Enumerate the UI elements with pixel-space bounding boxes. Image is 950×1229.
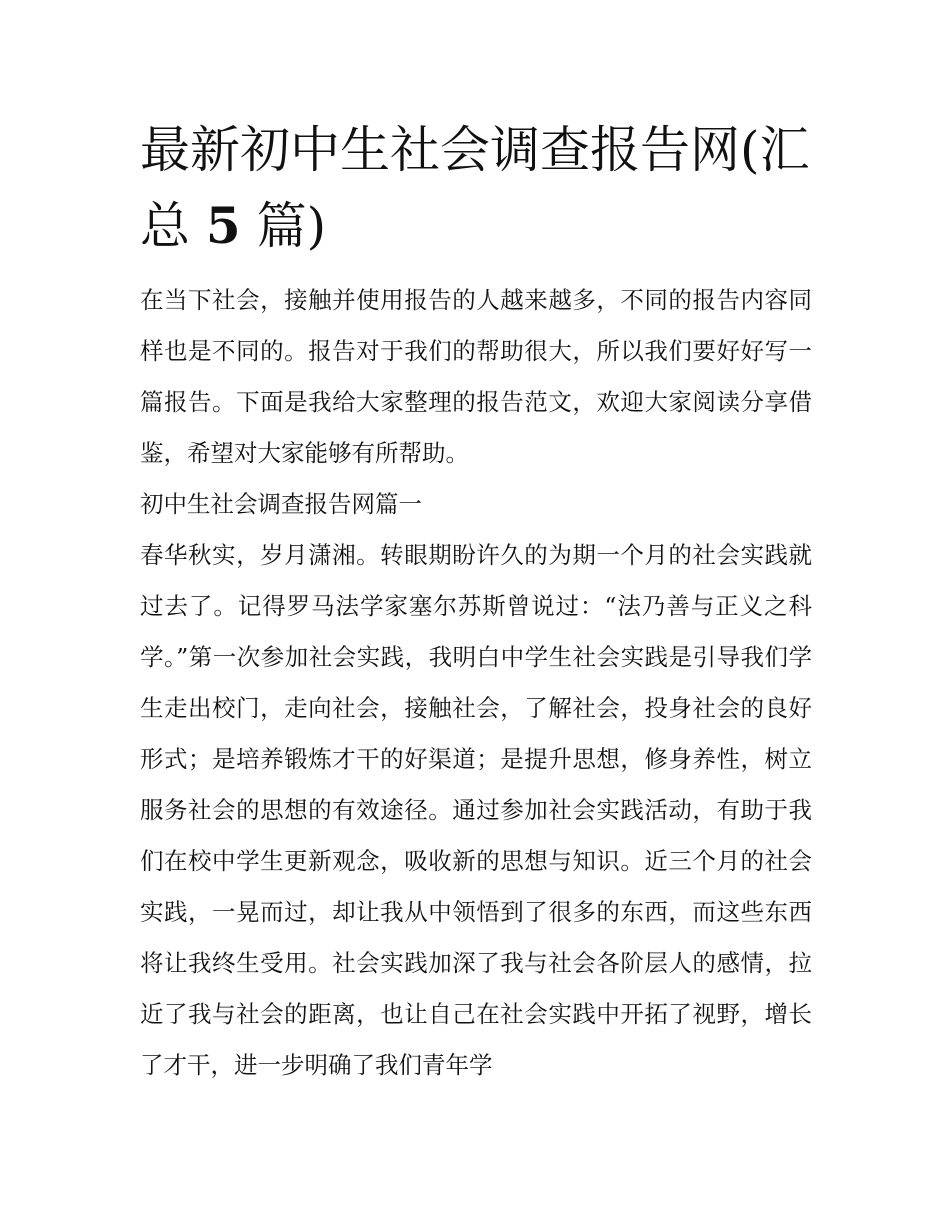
document-title [140,112,820,264]
section-heading: 初中生社会调查报告网篇一 [140,490,422,518]
title-number: 5 [205,196,241,255]
section-1-paragraph: 春华秋实，岁月潇湘。转眼期盼许久的为期一个月的社会实践就过去了。记得罗马法学家塞尔苏斯曾说过：“法乃善与正义之科学。”第一次参加社会实践，我明白中学生社会实践是引导我们学生走出校门，走向社会，接触社会，了解社会，投身社会的良好形式；是培养锻炼才干的好渠道；是提升思想，修身养性，树立服务社会的思想的有效途径。通过参加社会实践活动，有助于我们在校中学生更新观念，吸收新的思想与知识。近三个月的社会实践，一晃而过，却让我从中领悟到了很多的东西，而这些东西将让我终生受用。社会实践加深了我与社会各阶层人的感情，拉近了我与社会的距离，也让自己在社会实践中开拓了视野，增长了才干，进一步明确了我们青年学 [140,541,812,1079]
title-text-part1: 最新初中生社会调查报告网(汇总 [140,121,810,255]
intro-paragraph: 在当下社会，接触并使用报告的人越来越多，不同的报告内容同样也是不同的。报告对于我们的帮助很大，所以我们要好好写一篇报告。下面是我给大家整理的报告范文，欢迎大家阅读分享借鉴，希望对大家能够有所帮助。 [140,286,812,467]
title-text-part2: 篇) [240,197,327,255]
